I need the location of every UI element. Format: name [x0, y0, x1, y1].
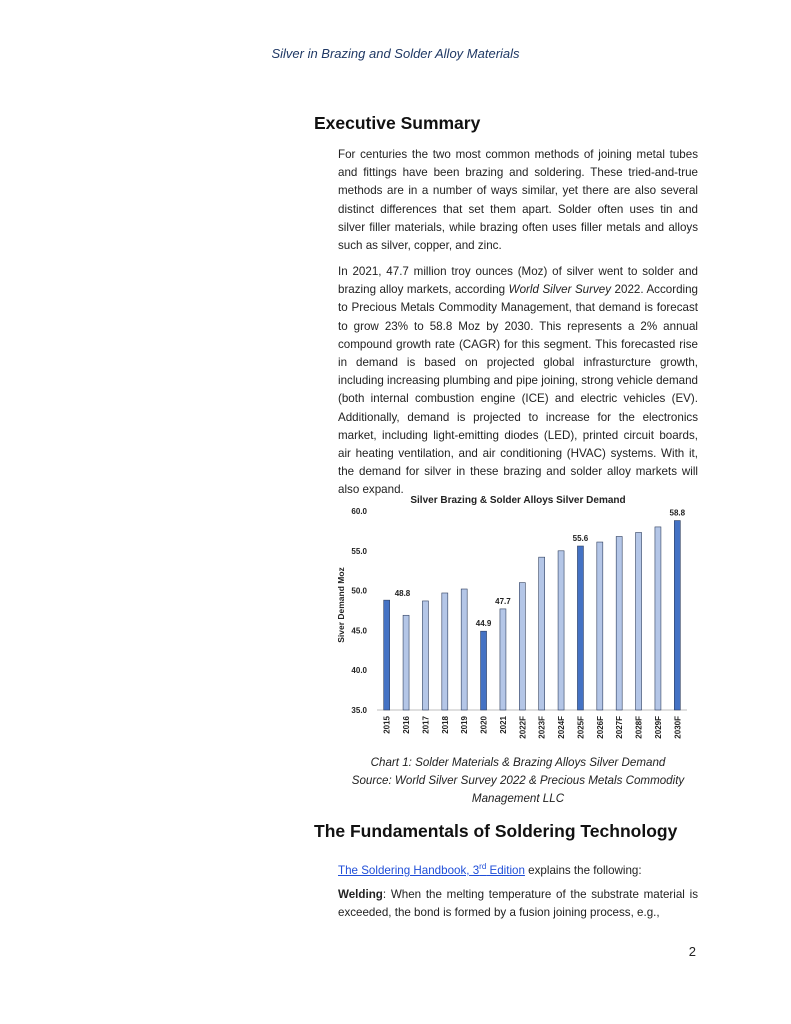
x-tick-label-2021: 2021 [498, 716, 508, 734]
bar-2025F [577, 546, 583, 710]
paragraph-2-text-b: 2022. According to Precious Metals Commodity Management, that demand is forecast to grow 23% to 58.8 Moz by 2030. This represents a 2% annual compound growth rate (CAGR) for this segment. This forecasted rise in demand is based on projected global infrasturcture growth, including increasing plumbing and pipe joining, strong vehicle demand (both internal combustion engine (ICE) and electric vehicles (EV). Additionally, demand is projected to increase for the electronics market, including light-emitting diodes (LED), printed circuit boards, air heating ventilation, and air conditioning (HVAC) systems. With it, the demand for silver in these brazing and solder alloy markets will also expand. [338, 283, 699, 497]
summary-paragraph-1: For centuries the two most common methods of joining metal tubes and fittings have been brazing and soldering. These tried-and-true methods are in a number of ways similar, yet there are also several distinct differences that set them apart. Solder often uses tin and silver filler materials, while brazing often uses filler metals and alloys such as silver, copper, and zinc. [338, 148, 698, 253]
link-text-end: Edition [486, 863, 525, 877]
x-tick-label-2022F: 2022F [518, 716, 528, 739]
link-superscript: rd [479, 862, 487, 871]
data-label-2021: 47.7 [495, 596, 511, 606]
chart-caption [338, 754, 698, 808]
x-tick-label-2023F: 2023F [537, 716, 547, 739]
x-tick-label-2024F: 2024F [557, 716, 567, 739]
link-text: The Soldering Handbook, 3 [338, 863, 480, 877]
bar-2015 [384, 600, 390, 710]
world-silver-survey-title: World Silver Survey [508, 283, 612, 297]
soldering-handbook-link[interactable] [338, 864, 525, 877]
bar-2023F [539, 557, 545, 710]
handbook-follow-text: explains the following: [524, 863, 642, 877]
executive-summary-heading: Executive Summary [314, 113, 481, 133]
y-tick-label: 35.0 [351, 706, 367, 715]
bar-2016 [403, 615, 409, 710]
y-tick-label: 60.0 [351, 507, 367, 516]
bar-2030F [674, 521, 680, 710]
data-label-2030F: 58.8 [669, 508, 686, 518]
bar-2027F [616, 536, 622, 710]
bar-2024F [558, 551, 564, 710]
summary-paragraph-2 [338, 263, 698, 500]
bar-2018 [442, 593, 448, 710]
y-tick-label: 40.0 [351, 666, 367, 676]
running-header: Silver in Brazing and Solder Alloy Materials [271, 46, 520, 61]
x-tick-label-2020: 2020 [479, 716, 489, 734]
welding-term: Welding [338, 888, 383, 901]
x-tick-label-2029F: 2029F [653, 716, 663, 739]
bar-2026F [597, 542, 603, 710]
welding-paragraph [338, 886, 698, 922]
bar-2028F [636, 532, 642, 710]
x-tick-label-2016: 2016 [402, 716, 412, 734]
x-tick-label-2028F: 2028F [634, 716, 644, 739]
data-label-2020: 44.9 [475, 619, 492, 629]
silver-demand-chart [333, 490, 703, 750]
bar-2022F [519, 583, 525, 710]
data-label-2025F: 55.6 [572, 534, 589, 544]
paragraph-2-text-a: In 2021, 47.7 million troy ounces (Moz) of silver went to solder and brazing alloy markets, according [338, 265, 698, 297]
y-axis-label: Siver Demand Moz [336, 567, 346, 643]
x-tick-label-2018: 2018 [440, 716, 450, 734]
y-tick-label: 45.0 [351, 626, 367, 636]
y-tick-label: 50.0 [351, 586, 367, 596]
bar-2020 [481, 631, 487, 710]
x-tick-label-2019: 2019 [460, 716, 470, 734]
y-tick-label: 55.0 [351, 546, 367, 556]
soldering-fundamentals-heading: The Fundamentals of Soldering Technology [314, 821, 678, 841]
handbook-reference [338, 858, 698, 880]
welding-definition: : When the melting temperature of the substrate material is exceeded, the bond is formed by a fusion joining process, e.g., [338, 888, 698, 920]
x-tick-label-2030F: 2030F [673, 716, 683, 739]
x-tick-label-2026F: 2026F [595, 716, 605, 739]
bar-2019 [461, 589, 467, 710]
data-label-2015: 48.8 [394, 589, 411, 599]
bar-2021 [500, 609, 506, 710]
caption-line-2: Source: World Silver Survey 2022 & Precious Metals Commodity [351, 774, 685, 787]
page-number: 2 [688, 944, 696, 959]
bar-2017 [422, 601, 428, 710]
x-tick-label-2017: 2017 [421, 716, 431, 734]
bar-2029F [655, 527, 661, 710]
chart-title: Silver Brazing & Solder Alloys Silver Demand [410, 495, 626, 506]
x-tick-label-2025F: 2025F [576, 716, 586, 739]
caption-line-1: Chart 1: Solder Materials & Brazing Alloys Silver Demand [370, 756, 666, 769]
x-tick-label-2027F: 2027F [615, 716, 625, 739]
caption-line-3: Management LLC [471, 792, 565, 805]
x-tick-label-2015: 2015 [382, 716, 392, 734]
